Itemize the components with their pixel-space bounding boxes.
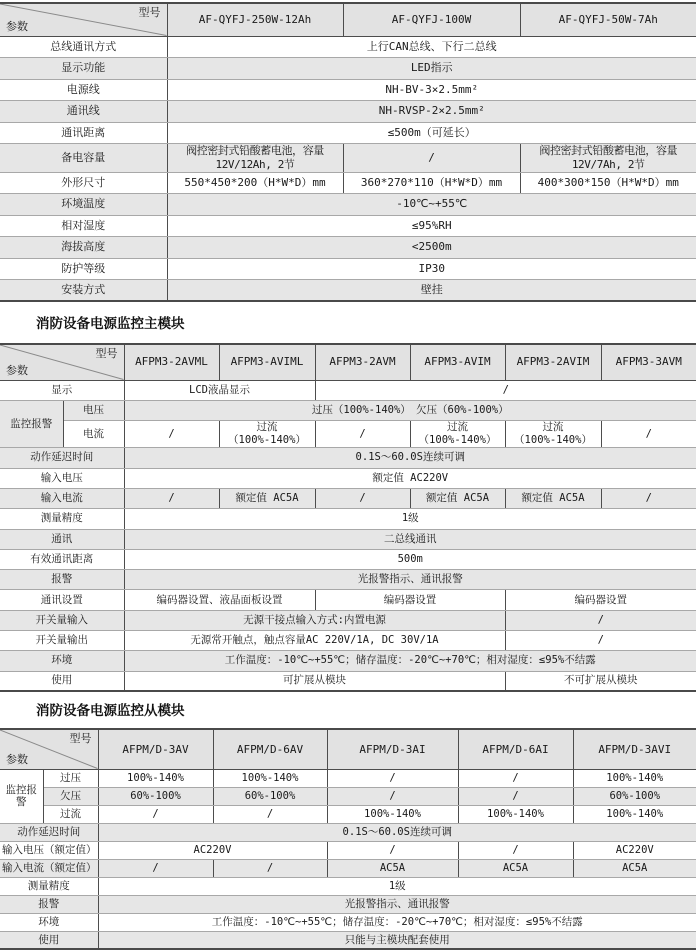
section-title-slave-module: 消防设备电源监控从模块 xyxy=(36,703,185,720)
spec-value: ≤95%RH xyxy=(167,215,696,237)
spec-sheet xyxy=(0,2,696,950)
row-label: 防护等级 xyxy=(0,258,167,280)
table-header-row xyxy=(0,3,696,36)
row-label: 报警 xyxy=(0,570,124,590)
spec-value: / xyxy=(505,610,696,630)
table-row xyxy=(0,488,696,508)
spec-value: / xyxy=(315,488,410,508)
spec-value: 60%-100% xyxy=(98,787,213,805)
spec-value: <2500m xyxy=(167,237,696,259)
table-row xyxy=(0,280,696,302)
power-supply-spec-table xyxy=(0,2,696,302)
model-header: AFPM/D-3AVI xyxy=(573,729,696,769)
row-label: 显示 xyxy=(0,380,124,400)
table-row xyxy=(0,805,696,823)
table-row xyxy=(0,58,696,80)
slave-module-spec-table xyxy=(0,728,696,950)
spec-value: NH-RVSP-2×2.5mm² xyxy=(167,101,696,123)
row-label: 报警 xyxy=(0,895,98,913)
spec-value: / xyxy=(124,488,219,508)
row-label: 动作延迟时间 xyxy=(0,823,98,841)
spec-value: / xyxy=(458,769,573,787)
spec-value: / xyxy=(458,841,573,859)
spec-value: 阀控密封式铅酸蓄电池，容量12V/12Ah, 2节 xyxy=(167,144,343,173)
table-header-row xyxy=(0,344,696,380)
spec-value: 100%-140% xyxy=(213,769,327,787)
spec-value: / xyxy=(213,859,327,877)
row-label: 总线通讯方式 xyxy=(0,36,167,58)
model-header: AFPM/D-3AV xyxy=(98,729,213,769)
model-header: AFPM3-2AVIM xyxy=(505,344,601,380)
table-row xyxy=(0,651,696,671)
row-label: 备电容量 xyxy=(0,144,167,173)
spec-value: 100%-140% xyxy=(573,805,696,823)
spec-value: 无源干接点输入方式:内置电源 xyxy=(124,610,505,630)
table-row xyxy=(0,671,696,691)
table-row xyxy=(0,549,696,569)
table-row xyxy=(0,913,696,931)
spec-value: IP30 xyxy=(167,258,696,280)
row-label: 使用 xyxy=(0,671,124,691)
spec-value: LED指示 xyxy=(167,58,696,80)
table-row xyxy=(0,631,696,651)
spec-value: 60%-100% xyxy=(213,787,327,805)
spec-value: 100%-140% xyxy=(98,769,213,787)
row-sublabel: 电压 xyxy=(63,400,124,420)
spec-value: 100%-140% xyxy=(573,769,696,787)
row-sublabel: 欠压 xyxy=(43,787,98,805)
spec-value: 编码器设置、液晶面板设置 xyxy=(124,590,315,610)
main-module-spec-table xyxy=(0,343,696,692)
corner-model-label: 型号 xyxy=(95,347,118,360)
table-row xyxy=(0,859,696,877)
table-row xyxy=(0,895,696,913)
spec-value: 1级 xyxy=(124,509,696,529)
row-group-label: 监控报警 xyxy=(0,769,43,823)
row-label: 动作延迟时间 xyxy=(0,448,124,468)
row-label: 通讯 xyxy=(0,529,124,549)
row-sublabel: 过流 xyxy=(43,805,98,823)
corner-model-label: 型号 xyxy=(138,6,161,19)
spec-value: ≤500m（可延长） xyxy=(167,122,696,144)
spec-value: 额定值 AC5A xyxy=(410,488,505,508)
table-row xyxy=(0,380,696,400)
row-label: 通讯线 xyxy=(0,101,167,123)
spec-value: / xyxy=(505,631,696,651)
table-row xyxy=(0,144,696,173)
table-row xyxy=(0,122,696,144)
spec-value: AC5A xyxy=(327,859,458,877)
model-header: AFPM3-AVIML xyxy=(219,344,315,380)
model-header: AFPM3-AVIM xyxy=(410,344,505,380)
spec-value: / xyxy=(601,421,696,448)
section-title-main-module: 消防设备电源监控主模块 xyxy=(36,316,185,332)
table-row xyxy=(0,529,696,549)
row-label: 开关量输入 xyxy=(0,610,124,630)
row-label: 显示功能 xyxy=(0,58,167,80)
spec-value: / xyxy=(315,380,696,400)
row-group-label: 监控报警 xyxy=(0,400,63,448)
spec-value: 0.1S～60.0S连续可调 xyxy=(98,823,696,841)
spec-value: / xyxy=(98,805,213,823)
spec-value: 只能与主模块配套使用 xyxy=(98,931,696,949)
spec-value: 光报警指示、通讯报警 xyxy=(124,570,696,590)
spec-value: / xyxy=(327,769,458,787)
table-row xyxy=(0,194,696,216)
spec-value: 编码器设置 xyxy=(315,590,505,610)
spec-value: 100%-140% xyxy=(327,805,458,823)
table-row xyxy=(0,590,696,610)
table-row xyxy=(0,823,696,841)
spec-value: -10℃~+55℃ xyxy=(167,194,696,216)
spec-value: 60%-100% xyxy=(573,787,696,805)
table-row xyxy=(0,36,696,58)
spec-value: 过压（100%-140%） 欠压（60%-100%） xyxy=(124,400,696,420)
spec-value: 工作温度：-10℃~+55℃；储存温度：-20℃~+70℃；相对湿度：≤95%不结露 xyxy=(124,651,696,671)
spec-value: 壁挂 xyxy=(167,280,696,302)
table-row xyxy=(0,172,696,194)
row-label: 外形尺寸 xyxy=(0,172,167,194)
table-row xyxy=(0,509,696,529)
row-label: 使用 xyxy=(0,931,98,949)
spec-value: 编码器设置 xyxy=(505,590,696,610)
row-label: 通讯设置 xyxy=(0,590,124,610)
spec-value: 400*300*150（H*W*D）mm xyxy=(520,172,696,194)
table-row xyxy=(0,769,696,787)
model-header: AFPM3-2AVM xyxy=(315,344,410,380)
corner-param-label: 参数 xyxy=(6,753,28,767)
spec-value: 550*450*200（H*W*D）mm xyxy=(167,172,343,194)
spec-value: AC220V xyxy=(98,841,327,859)
spec-value: / xyxy=(327,841,458,859)
row-label: 电源线 xyxy=(0,79,167,101)
row-label: 输入电流（额定值） xyxy=(0,859,98,877)
spec-value: LCD液晶显示 xyxy=(124,380,315,400)
spec-value: 额定值 AC220V xyxy=(124,468,696,488)
row-sublabel: 电流 xyxy=(63,421,124,448)
corner-cell xyxy=(0,3,167,36)
row-label: 输入电流 xyxy=(0,488,124,508)
row-label: 安装方式 xyxy=(0,280,167,302)
table-row xyxy=(0,448,696,468)
row-label: 测量精度 xyxy=(0,509,124,529)
row-label: 环境 xyxy=(0,913,98,931)
table-row xyxy=(0,931,696,949)
spec-value: 不可扩展从模块 xyxy=(505,671,696,691)
spec-value: 100%-140% xyxy=(458,805,573,823)
spec-value: 上行CAN总线、下行二总线 xyxy=(167,36,696,58)
corner-cell xyxy=(0,729,98,769)
table-row xyxy=(0,877,696,895)
row-label: 环境 xyxy=(0,651,124,671)
table-row xyxy=(0,468,696,488)
row-label: 环境温度 xyxy=(0,194,167,216)
row-label: 输入电压（额定值） xyxy=(0,841,98,859)
row-label: 开关量输出 xyxy=(0,631,124,651)
spec-value: / xyxy=(124,421,219,448)
model-header: AFPM3-2AVML xyxy=(124,344,219,380)
table-row xyxy=(0,421,696,448)
spec-value: / xyxy=(315,421,410,448)
model-header: AFPM/D-3AI xyxy=(327,729,458,769)
spec-value: / xyxy=(601,488,696,508)
spec-value: / xyxy=(343,144,520,173)
spec-value: 500m xyxy=(124,549,696,569)
table-row xyxy=(0,101,696,123)
spec-value: 额定值 AC5A xyxy=(505,488,601,508)
spec-value: 可扩展从模块 xyxy=(124,671,505,691)
spec-value: / xyxy=(458,787,573,805)
spec-value: AC220V xyxy=(573,841,696,859)
spec-value: AC5A xyxy=(458,859,573,877)
table-row xyxy=(0,400,696,420)
corner-param-label: 参数 xyxy=(6,19,28,33)
spec-value: 无源常开触点，触点容量AC 220V/1A, DC 30V/1A xyxy=(124,631,505,651)
table-header-row xyxy=(0,729,696,769)
table-row xyxy=(0,258,696,280)
corner-param-label: 参数 xyxy=(6,363,28,377)
model-header: AFPM/D-6AV xyxy=(213,729,327,769)
spec-value: 工作温度：-10℃~+55℃；储存温度：-20℃~+70℃；相对湿度：≤95%不结露 xyxy=(98,913,696,931)
table-row xyxy=(0,610,696,630)
table-row xyxy=(0,237,696,259)
spec-value: 阀控密封式铅酸蓄电池，容量12V/7Ah, 2节 xyxy=(520,144,696,173)
corner-model-label: 型号 xyxy=(69,732,92,746)
table-row xyxy=(0,787,696,805)
model-header: AFPM3-3AVM xyxy=(601,344,696,380)
row-label: 输入电压 xyxy=(0,468,124,488)
row-sublabel: 过压 xyxy=(43,769,98,787)
spec-value: / xyxy=(213,805,327,823)
model-header: AF-QYFJ-100W xyxy=(343,3,520,36)
table-row xyxy=(0,215,696,237)
spec-value: 360*270*110（H*W*D）mm xyxy=(343,172,520,194)
table-row xyxy=(0,570,696,590)
row-label: 有效通讯距离 xyxy=(0,549,124,569)
table-row xyxy=(0,79,696,101)
spec-value: 1级 xyxy=(98,877,696,895)
corner-cell xyxy=(0,344,124,380)
table-row xyxy=(0,841,696,859)
row-label: 测量精度 xyxy=(0,877,98,895)
spec-value: AC5A xyxy=(573,859,696,877)
row-label: 相对湿度 xyxy=(0,215,167,237)
spec-value: 过流（100%-140%） xyxy=(410,421,505,448)
spec-value: 额定值 AC5A xyxy=(219,488,315,508)
spec-value: 光报警指示、通讯报警 xyxy=(98,895,696,913)
spec-value: 过流（100%-140%） xyxy=(505,421,601,448)
spec-value: / xyxy=(98,859,213,877)
model-header: AF-QYFJ-250W-12Ah xyxy=(167,3,343,36)
spec-value: 过流（100%-140%） xyxy=(219,421,315,448)
model-header: AFPM/D-6AI xyxy=(458,729,573,769)
spec-value: / xyxy=(327,787,458,805)
spec-value: 0.1S～60.0S连续可调 xyxy=(124,448,696,468)
spec-value: NH-BV-3×2.5mm² xyxy=(167,79,696,101)
model-header: AF-QYFJ-50W-7Ah xyxy=(520,3,696,36)
row-label: 海拔高度 xyxy=(0,237,167,259)
spec-value: 二总线通讯 xyxy=(124,529,696,549)
row-label: 通讯距离 xyxy=(0,122,167,144)
